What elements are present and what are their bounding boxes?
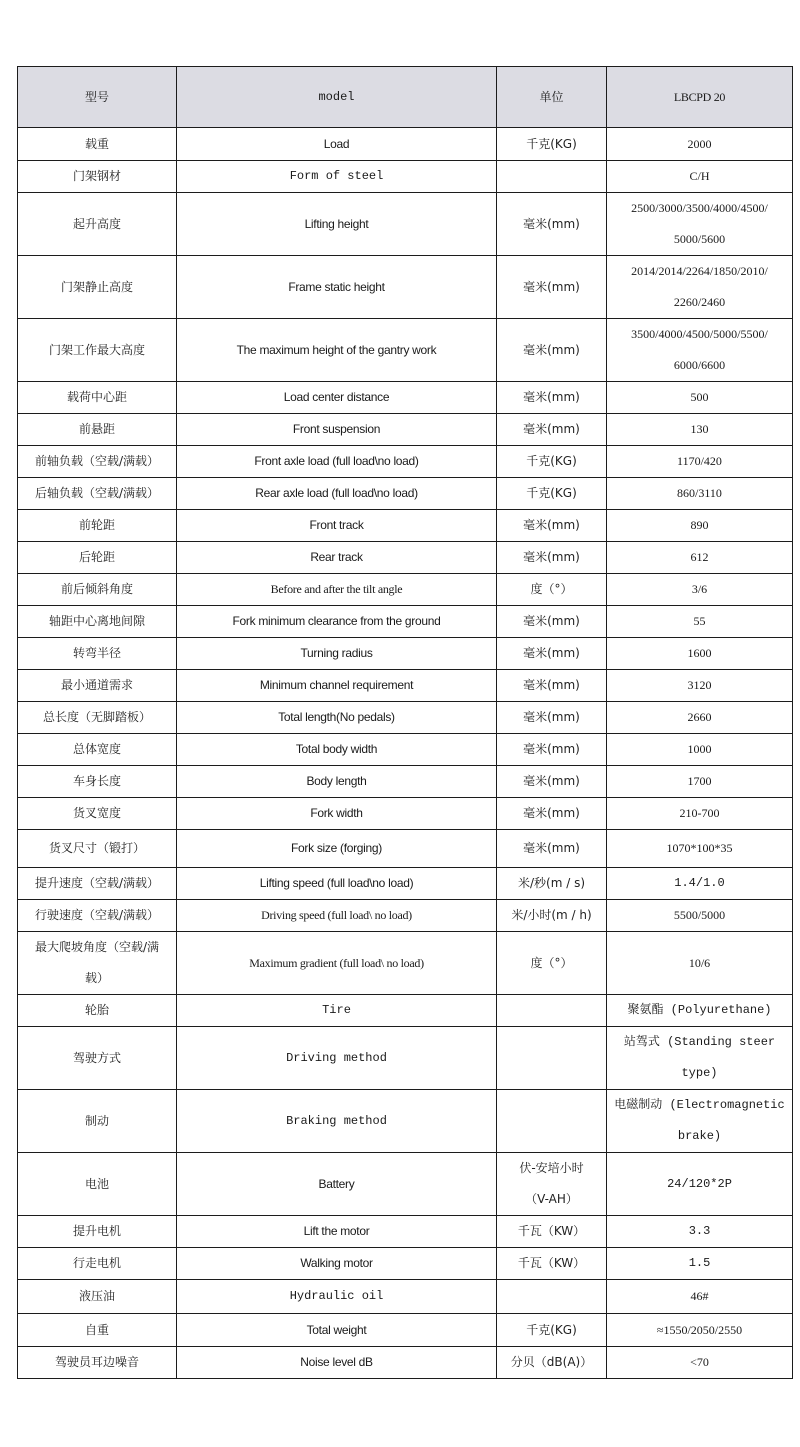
table-row bbox=[18, 638, 793, 670]
table-row bbox=[18, 319, 793, 382]
table-row bbox=[18, 798, 793, 830]
cell-unit bbox=[497, 1280, 607, 1314]
cell-en: Noise level dB bbox=[177, 1347, 497, 1379]
cell-cn: 载重 bbox=[18, 128, 177, 161]
value-line-1: 3500/4000/4500/5000/5500/ bbox=[631, 327, 768, 341]
header-model: model bbox=[177, 67, 497, 128]
cell-value: 10/6 bbox=[607, 932, 793, 995]
cell-unit: 千瓦（KW） bbox=[497, 1248, 607, 1280]
cell-unit bbox=[497, 1027, 607, 1090]
table-row bbox=[18, 1216, 793, 1248]
table-row bbox=[18, 510, 793, 542]
cell-cn: 总体宽度 bbox=[18, 734, 177, 766]
cell-value: 1.5 bbox=[607, 1248, 793, 1280]
table-row bbox=[18, 932, 793, 995]
cell-value: 130 bbox=[607, 414, 793, 446]
table-row bbox=[18, 1248, 793, 1280]
value-line-1: 2014/2014/2264/1850/2010/ bbox=[631, 264, 768, 278]
table-row bbox=[18, 606, 793, 638]
table-row bbox=[18, 830, 793, 868]
cell-unit: 米/秒(m / s) bbox=[497, 868, 607, 900]
cell-value: 1000 bbox=[607, 734, 793, 766]
cell-en: Turning radius bbox=[177, 638, 497, 670]
cell-cn: 总长度（无脚踏板） bbox=[18, 702, 177, 734]
table-row bbox=[18, 900, 793, 932]
header-cn: 型号 bbox=[18, 67, 177, 128]
value-line-2: 5000/5600 bbox=[673, 232, 726, 246]
table-row bbox=[18, 1153, 793, 1216]
cell-value: 55 bbox=[607, 606, 793, 638]
cell-cn: 车身长度 bbox=[18, 766, 177, 798]
cell-value: 612 bbox=[607, 542, 793, 574]
cell-unit: 千克(KG) bbox=[497, 128, 607, 161]
cell-cn: 行走电机 bbox=[18, 1248, 177, 1280]
cell-unit: 毫米(mm) bbox=[497, 638, 607, 670]
table-row bbox=[18, 1090, 793, 1153]
cell-cn: 驾驶方式 bbox=[18, 1027, 177, 1090]
value-line-1: 电磁制动 (Electromagnetic bbox=[614, 1098, 785, 1112]
cell-en: Fork width bbox=[177, 798, 497, 830]
cell-cn: 提升电机 bbox=[18, 1216, 177, 1248]
cell-unit: 千瓦（KW） bbox=[497, 1216, 607, 1248]
table-row bbox=[18, 1347, 793, 1379]
cell-en: Battery bbox=[177, 1153, 497, 1216]
cell-value bbox=[607, 193, 793, 256]
cell-value bbox=[607, 1090, 793, 1153]
cell-en: Body length bbox=[177, 766, 497, 798]
cell-cn: 轴距中心离地间隙 bbox=[18, 606, 177, 638]
cell-unit: 毫米(mm) bbox=[497, 193, 607, 256]
cell-value: 3.3 bbox=[607, 1216, 793, 1248]
spec-table bbox=[17, 66, 793, 1379]
cell-value: 1600 bbox=[607, 638, 793, 670]
cell-value bbox=[607, 256, 793, 319]
cell-value: 5500/5000 bbox=[607, 900, 793, 932]
cell-en: Fork minimum clearance from the ground bbox=[177, 606, 497, 638]
cell-unit: 毫米(mm) bbox=[497, 798, 607, 830]
cell-en: Hydraulic oil bbox=[177, 1280, 497, 1314]
cn-line-1: 最大爬坡角度（空载/满 bbox=[34, 940, 160, 954]
cell-en: Braking method bbox=[177, 1090, 497, 1153]
table-row bbox=[18, 868, 793, 900]
cell-cn bbox=[18, 932, 177, 995]
cell-en: Total weight bbox=[177, 1314, 497, 1347]
unit-line-1: 伏-安培小时 bbox=[519, 1161, 584, 1175]
cell-en: Load bbox=[177, 128, 497, 161]
cell-unit bbox=[497, 161, 607, 193]
cell-en: Form of steel bbox=[177, 161, 497, 193]
cell-value: C/H bbox=[607, 161, 793, 193]
cell-unit: 毫米(mm) bbox=[497, 382, 607, 414]
cell-cn: 后轮距 bbox=[18, 542, 177, 574]
cn-line-2: 载） bbox=[84, 971, 109, 985]
table-row bbox=[18, 766, 793, 798]
cell-en: Driving speed (full load\ no load) bbox=[177, 900, 497, 932]
cell-en: Lifting speed (full load\no load) bbox=[177, 868, 497, 900]
cell-en: Before and after the tilt angle bbox=[177, 574, 497, 606]
cell-value: 500 bbox=[607, 382, 793, 414]
cell-cn: 自重 bbox=[18, 1314, 177, 1347]
cell-en: Frame static height bbox=[177, 256, 497, 319]
cell-en: Driving method bbox=[177, 1027, 497, 1090]
cell-value: 2000 bbox=[607, 128, 793, 161]
cell-value: 3120 bbox=[607, 670, 793, 702]
table-row bbox=[18, 1027, 793, 1090]
cell-cn: 制动 bbox=[18, 1090, 177, 1153]
cell-unit: 分贝（dB(A)） bbox=[497, 1347, 607, 1379]
cell-value: 1.4/1.0 bbox=[607, 868, 793, 900]
header-unit: 单位 bbox=[497, 67, 607, 128]
cell-cn: 后轴负载（空载/满载） bbox=[18, 478, 177, 510]
cell-cn: 前轴负载（空载/满载） bbox=[18, 446, 177, 478]
cell-unit: 度（°） bbox=[497, 574, 607, 606]
cell-unit: 毫米(mm) bbox=[497, 542, 607, 574]
cell-unit: 毫米(mm) bbox=[497, 510, 607, 542]
cell-unit: 毫米(mm) bbox=[497, 734, 607, 766]
value-line-1: 站驾式 (Standing steer bbox=[623, 1035, 776, 1049]
table-row bbox=[18, 1280, 793, 1314]
cell-value: <70 bbox=[607, 1347, 793, 1379]
cell-value bbox=[607, 319, 793, 382]
cell-en: Minimum channel requirement bbox=[177, 670, 497, 702]
cell-value: 890 bbox=[607, 510, 793, 542]
cell-cn: 转弯半径 bbox=[18, 638, 177, 670]
cell-value: 46# bbox=[607, 1280, 793, 1314]
cell-en: Lift the motor bbox=[177, 1216, 497, 1248]
cell-en: Maximum gradient (full load\ no load) bbox=[177, 932, 497, 995]
cell-cn: 行驶速度（空载/满载） bbox=[18, 900, 177, 932]
cell-cn: 货叉尺寸（锻打） bbox=[18, 830, 177, 868]
cell-unit: 毫米(mm) bbox=[497, 670, 607, 702]
cell-en: Total body width bbox=[177, 734, 497, 766]
table-row bbox=[18, 478, 793, 510]
cell-cn: 前后倾斜角度 bbox=[18, 574, 177, 606]
cell-unit: 毫米(mm) bbox=[497, 414, 607, 446]
cell-value: 1700 bbox=[607, 766, 793, 798]
table-row bbox=[18, 670, 793, 702]
table-row bbox=[18, 161, 793, 193]
table-row bbox=[18, 702, 793, 734]
cell-en: Fork size (forging) bbox=[177, 830, 497, 868]
cell-unit: 千克(KG) bbox=[497, 478, 607, 510]
unit-line-2: （V-AH） bbox=[525, 1192, 578, 1206]
table-row bbox=[18, 193, 793, 256]
cell-value bbox=[607, 1027, 793, 1090]
value-line-2: type) bbox=[681, 1066, 718, 1080]
cell-en: Rear track bbox=[177, 542, 497, 574]
table-row bbox=[18, 542, 793, 574]
cell-value: 3/6 bbox=[607, 574, 793, 606]
cell-unit: 毫米(mm) bbox=[497, 256, 607, 319]
table-row bbox=[18, 734, 793, 766]
cell-cn: 起升高度 bbox=[18, 193, 177, 256]
cell-value: 2660 bbox=[607, 702, 793, 734]
cell-value: 聚氨酯 (Polyurethane) bbox=[607, 995, 793, 1027]
cell-unit: 毫米(mm) bbox=[497, 606, 607, 638]
value-line-2: brake) bbox=[677, 1129, 722, 1143]
table-row bbox=[18, 128, 793, 161]
table-row bbox=[18, 1314, 793, 1347]
table-row bbox=[18, 446, 793, 478]
header-model-name: LBCPD 20 bbox=[607, 67, 793, 128]
cell-cn: 驾驶员耳边噪音 bbox=[18, 1347, 177, 1379]
cell-cn: 液压油 bbox=[18, 1280, 177, 1314]
cell-unit: 米/小时(m / h) bbox=[497, 900, 607, 932]
table-row bbox=[18, 382, 793, 414]
cell-value: 860/3110 bbox=[607, 478, 793, 510]
cell-cn: 电池 bbox=[18, 1153, 177, 1216]
value-line-2: 2260/2460 bbox=[673, 295, 726, 309]
cell-unit: 千克(KG) bbox=[497, 1314, 607, 1347]
cell-cn: 载荷中心距 bbox=[18, 382, 177, 414]
cell-en: Front axle load (full load\no load) bbox=[177, 446, 497, 478]
cell-cn: 最小通道需求 bbox=[18, 670, 177, 702]
cell-cn: 前悬距 bbox=[18, 414, 177, 446]
cell-value: 1070*100*35 bbox=[607, 830, 793, 868]
cell-cn: 货叉宽度 bbox=[18, 798, 177, 830]
cell-en: Rear axle load (full load\no load) bbox=[177, 478, 497, 510]
cell-unit bbox=[497, 1153, 607, 1216]
cell-unit: 毫米(mm) bbox=[497, 319, 607, 382]
cell-value: 210-700 bbox=[607, 798, 793, 830]
cell-unit bbox=[497, 995, 607, 1027]
value-line-1: 2500/3000/3500/4000/4500/ bbox=[631, 201, 768, 215]
cell-en: Tire bbox=[177, 995, 497, 1027]
table-row bbox=[18, 256, 793, 319]
cell-value: 1170/420 bbox=[607, 446, 793, 478]
cell-unit: 千克(KG) bbox=[497, 446, 607, 478]
value-line-2: 6000/6600 bbox=[673, 358, 726, 372]
cell-cn: 门架钢材 bbox=[18, 161, 177, 193]
cell-en: Load center distance bbox=[177, 382, 497, 414]
cell-en: Front track bbox=[177, 510, 497, 542]
table-row bbox=[18, 414, 793, 446]
cell-value: ≈1550/2050/2550 bbox=[607, 1314, 793, 1347]
cell-unit: 毫米(mm) bbox=[497, 766, 607, 798]
cell-en: The maximum height of the gantry work bbox=[177, 319, 497, 382]
cell-unit: 度（°） bbox=[497, 932, 607, 995]
cell-cn: 门架工作最大高度 bbox=[18, 319, 177, 382]
cell-unit bbox=[497, 1090, 607, 1153]
cell-cn: 前轮距 bbox=[18, 510, 177, 542]
cell-unit: 毫米(mm) bbox=[497, 702, 607, 734]
cell-en: Walking motor bbox=[177, 1248, 497, 1280]
cell-unit: 毫米(mm) bbox=[497, 830, 607, 868]
table-row bbox=[18, 995, 793, 1027]
cell-cn: 轮胎 bbox=[18, 995, 177, 1027]
table-header-row bbox=[18, 67, 793, 128]
table-row bbox=[18, 574, 793, 606]
cell-cn: 提升速度（空载/满载） bbox=[18, 868, 177, 900]
cell-en: Lifting height bbox=[177, 193, 497, 256]
cell-cn: 门架静止高度 bbox=[18, 256, 177, 319]
cell-en: Front suspension bbox=[177, 414, 497, 446]
cell-en: Total length(No pedals) bbox=[177, 702, 497, 734]
cell-value: 24/120*2P bbox=[607, 1153, 793, 1216]
